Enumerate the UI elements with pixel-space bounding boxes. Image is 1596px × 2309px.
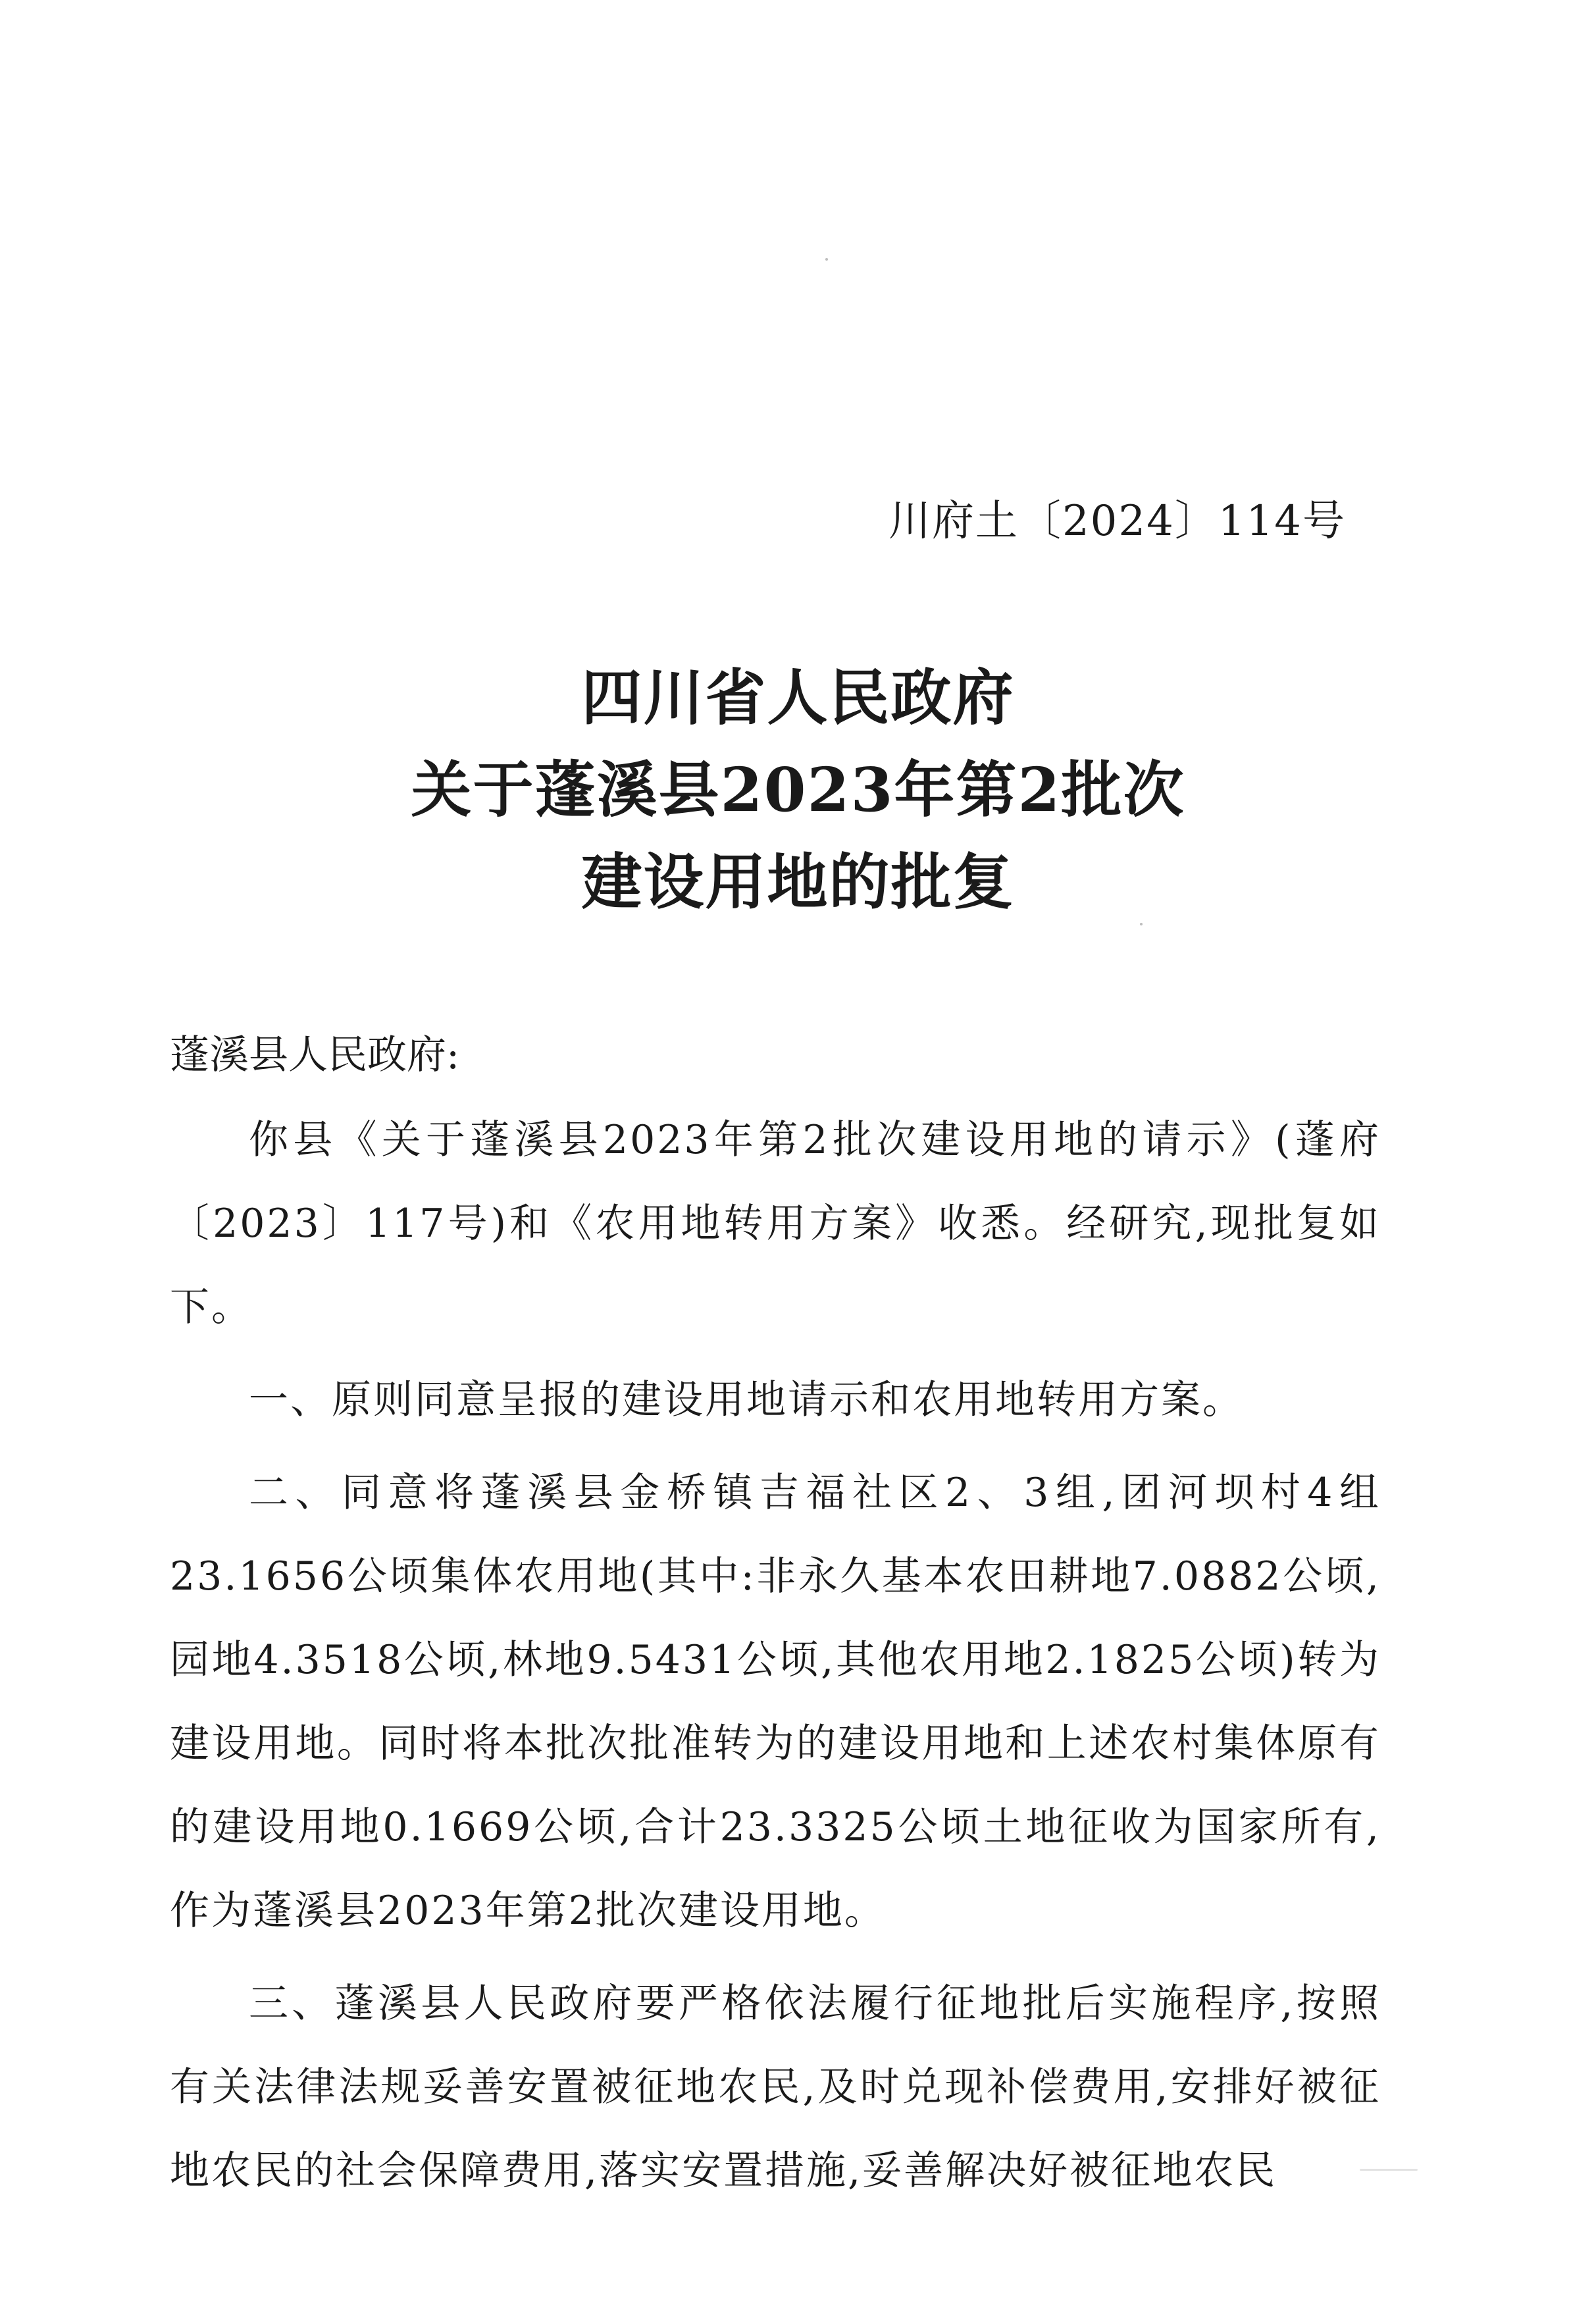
title-line-subject: 关于蓬溪县2023年第2批次 [411,754,1185,825]
title-line-issuer: 四川省人民政府 [581,662,1015,733]
scan-speck [825,258,828,261]
salutation: 蓬溪县人民政府: [170,1032,460,1078]
title-line-type: 建设用地的批复 [581,846,1015,918]
document-number: 川府土〔2024〕114号 [888,497,1346,546]
paragraph-item-2: 二、同意将蓬溪县金桥镇吉福社区2、3组,团河坝村4组23.1656公顷集体农用地(其中:非永久基本农田耕地7.0882公顷,园地4.3518公顷,林地9.5431公顷,其他农用地2.1825公顷)转为建设用地。同时将本批次批准转为的建设用地和上述农村集体原有的建设用地0.1669公顷,合计23.3325公顷土地征收为国家所有,作为蓬溪县2023年第2批次建设用地。 [170,1470,1381,1934]
document-title [0,652,1596,928]
document-body [170,1014,1381,2213]
paragraph-intro: 你县《关于蓬溪县2023年第2批次建设用地的请示》(蓬府〔2023〕117号)和《农用地转用方案》收悉。经研究,现批复如下。 [170,1117,1381,1330]
scan-speck [1140,923,1143,925]
scan-speck [1360,2169,1418,2171]
paragraph-item-3: 三、蓬溪县人民政府要严格依法履行征地批后实施程序,按照有关法律法规妥善安置被征地农民,及时兑现补偿费用,安排好被征地农民的社会保障费用,落实安置措施,妥善解决好被征地农民 [170,1981,1381,2194]
paragraph-item-1: 一、原则同意呈报的建设用地请示和农用地转用方案。 [249,1377,1244,1423]
